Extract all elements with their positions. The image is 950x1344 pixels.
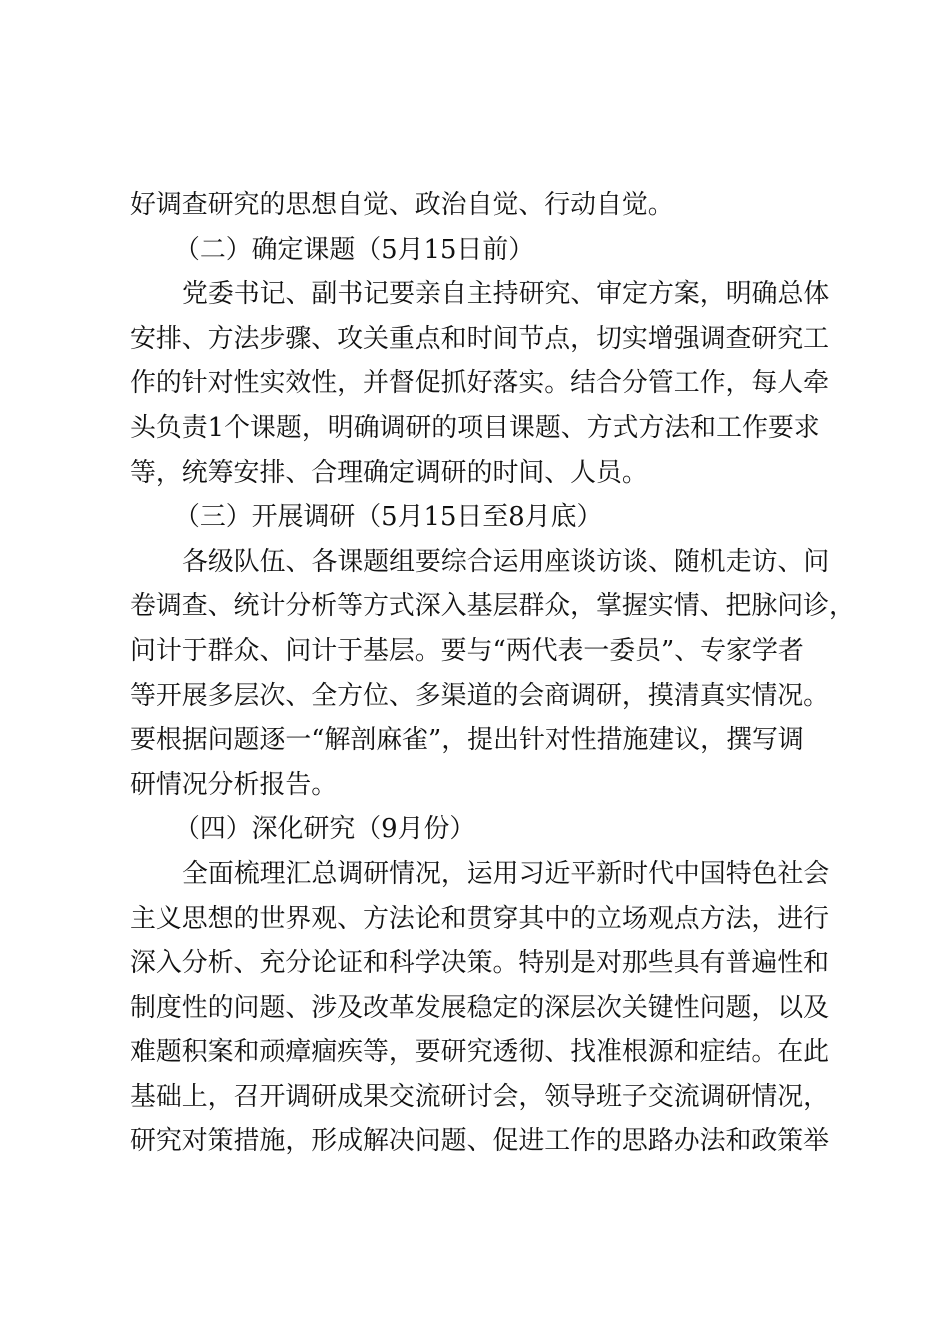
- text-line: 要根据问题逐一“解剖麻雀”，提出针对性措施建议，撰写调: [130, 725, 804, 756]
- section-heading: [130, 228, 835, 273]
- text-line: 各级队伍、各课题组要综合运用座谈访谈、随机走访、问: [182, 546, 830, 577]
- paragraph: [130, 183, 835, 228]
- text-line: 深入分析、充分论证和科学决策。特别是对那些具有普遍性和: [130, 948, 830, 979]
- text-line: 基础上，召开调研成果交流研讨会，领导班子交流调研情况，: [130, 1081, 830, 1112]
- text-line: （二）确定课题（5月15日前）: [174, 234, 535, 265]
- text-line: 党委书记、副书记要亲自主持研究、审定方案，明确总体: [182, 279, 830, 310]
- text-line: 难题积案和顽瘴痼疾等，要研究透彻、找准根源和症结。在此: [130, 1037, 830, 1068]
- paragraph: [130, 540, 855, 808]
- paragraph: [130, 272, 835, 495]
- text-line: 头负责1个课题，明确调研的项目课题、方式方法和工作要求: [130, 412, 820, 443]
- text-line: （三）开展调研（5月15日至8月底）: [174, 502, 603, 533]
- text-line: 问计于群众、问计于基层。要与“两代表一委员”、专家学者: [130, 635, 804, 666]
- text-line: 作的针对性实效性，并督促抓好落实。结合分管工作，每人牵: [130, 368, 830, 399]
- text-line: 等开展多层次、全方位、多渠道的会商调研，摸清真实情况。: [130, 680, 830, 711]
- text-line: 卷调查、统计分析等方式深入基层群众，掌握实情、把脉问诊，: [130, 591, 855, 622]
- text-line: 研究对策措施，形成解决问题、促进工作的思路办法和政策举: [130, 1126, 830, 1157]
- text-line: 安排、方法步骤、攻关重点和时间节点，切实增强调查研究工: [130, 323, 830, 354]
- text-line: 全面梳理汇总调研情况，运用习近平新时代中国特色社会: [182, 858, 830, 889]
- document-page: [130, 183, 855, 1164]
- text-line: 研情况分析报告。: [130, 769, 338, 800]
- section-heading: [130, 495, 835, 540]
- text-line: 等，统筹安排、合理确定调研的时间、人员。: [130, 457, 648, 488]
- text-line: 好调查研究的思想自觉、政治自觉、行动自觉。: [130, 190, 674, 220]
- text-line: （四）深化研究（9月份）: [174, 814, 476, 845]
- text-line: 制度性的问题、涉及改革发展稳定的深层次关键性问题，以及: [130, 992, 830, 1023]
- section-heading: [130, 807, 835, 852]
- text-line: 主义思想的世界观、方法论和贯穿其中的立场观点方法，进行: [130, 903, 830, 934]
- paragraph: [130, 852, 835, 1164]
